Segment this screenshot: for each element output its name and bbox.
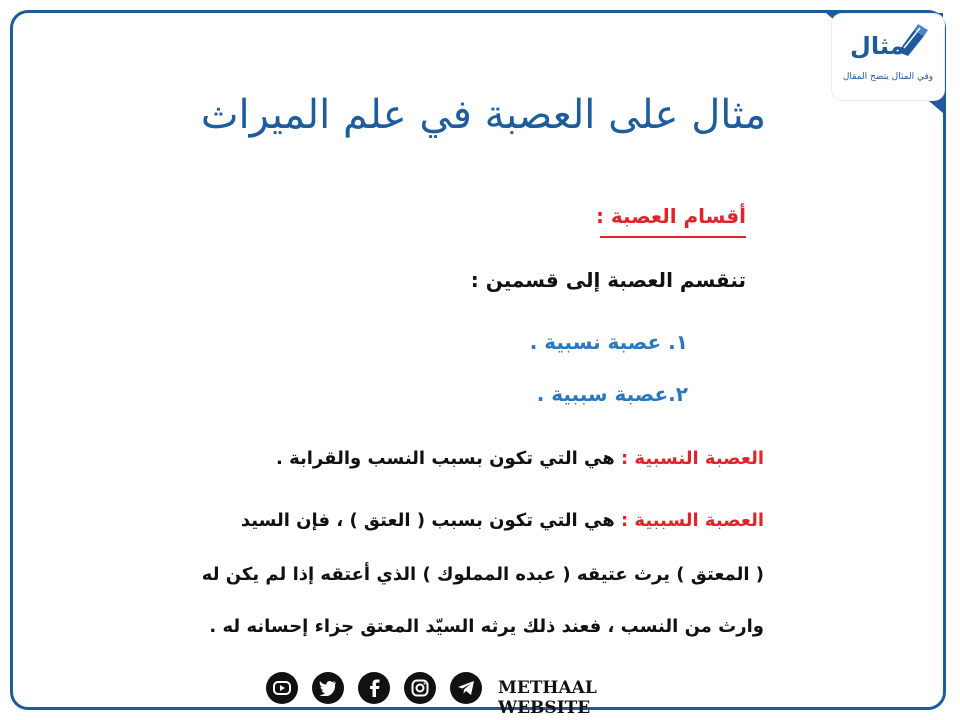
site-logo[interactable]: [832, 14, 944, 100]
instagram-icon[interactable]: [404, 672, 436, 704]
definition-text: هي التي تكون بسبب ( العتق ) ، فإن السيد: [240, 510, 621, 531]
definition-line: ( المعتق ) يرث عتيقه ( عبده المملوك ) الذي أعتقه إذا لم يكن له: [201, 564, 764, 585]
list-item: ٢.عصبة سببية .: [536, 382, 688, 406]
list-item: ١. عصبة نسبية .: [529, 330, 688, 354]
definition-nasabiya: [276, 448, 764, 469]
term-sababiya: العصبة السببية :: [620, 510, 764, 531]
definition-sababiya: [241, 510, 764, 531]
pen-icon: [894, 22, 930, 58]
page-title: مثال على العصبة في علم الميراث: [200, 92, 766, 138]
definition-text: هي التي تكون بسبب النسب والقرابة .: [275, 448, 621, 469]
facebook-icon[interactable]: [358, 672, 390, 704]
telegram-icon[interactable]: [450, 672, 482, 704]
heading-underline: [600, 236, 746, 238]
term-nasabiya: العصبة النسبية :: [620, 448, 764, 469]
logo-word: مثال: [850, 32, 905, 60]
site-name: METHAAL WEBSITE: [498, 678, 597, 718]
section-intro: تنقسم العصبة إلى قسمين :: [470, 268, 746, 292]
footer: [262, 672, 682, 718]
twitter-icon[interactable]: [312, 672, 344, 704]
definition-line: وارث من النسب ، فعند ذلك يرثه السيّد المعتق جزاء إحسانه له .: [209, 616, 764, 637]
logo-slogan: وفي المثال يتضح المقال: [842, 72, 934, 82]
section-heading: أقسام العصبة :: [595, 204, 746, 228]
youtube-icon[interactable]: [266, 672, 298, 704]
